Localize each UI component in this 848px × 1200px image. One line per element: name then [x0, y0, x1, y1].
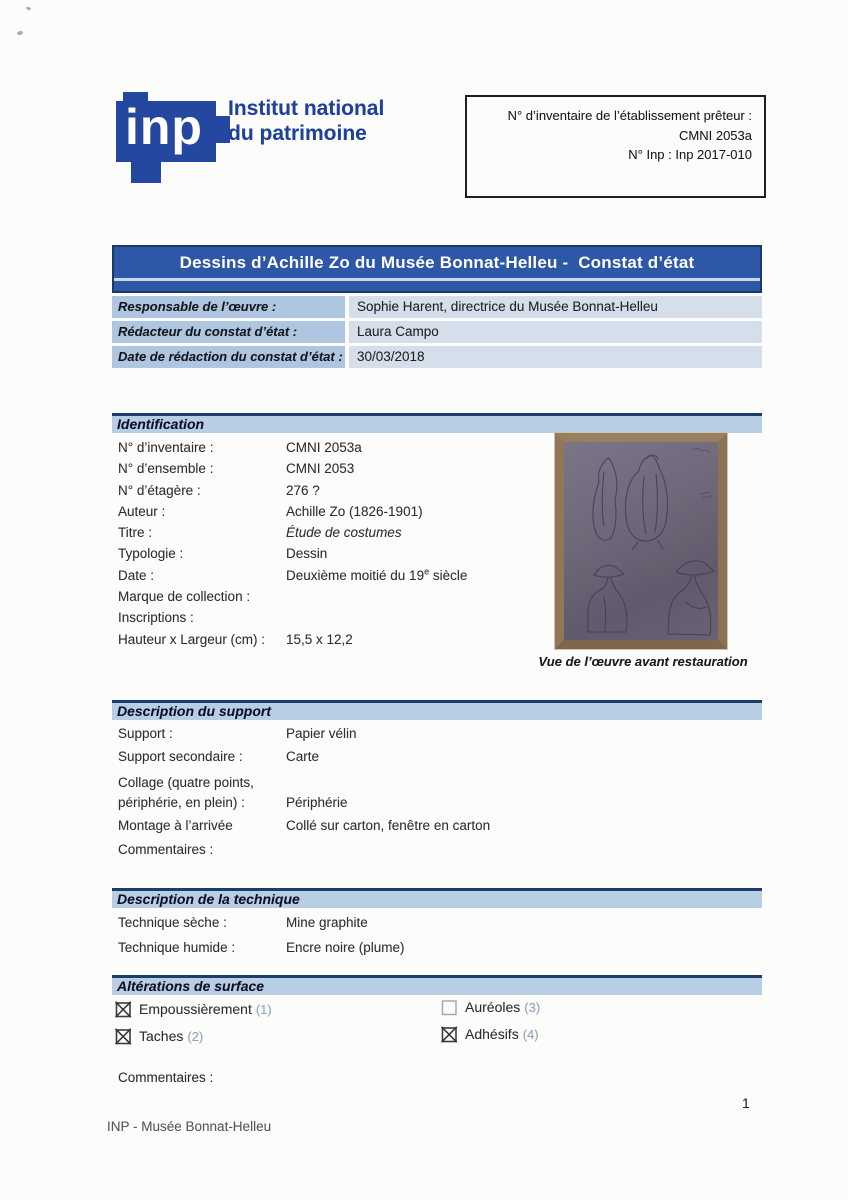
checkbox-label: Empoussièrement: [139, 1001, 252, 1017]
field-row: [118, 458, 548, 479]
section-header-identification: Identification: [112, 413, 762, 433]
field-value: [286, 607, 548, 628]
field-label: Support :: [118, 726, 173, 741]
field-row: [118, 814, 758, 838]
checkbox-taches: [115, 1027, 203, 1045]
checkbox-label: Auréoles: [465, 999, 521, 1015]
scan-speck: [17, 30, 24, 35]
checkbox-icon: [441, 999, 458, 1016]
artwork-caption: Vue de l’œuvre avant restauration: [538, 654, 748, 669]
title-band: [114, 281, 760, 291]
field-row: [118, 629, 548, 650]
checkbox-icon: [441, 1026, 458, 1043]
identification-fields: [118, 437, 548, 650]
field-label-line2: périphérie, en plein) :: [118, 795, 245, 810]
section-header-alterations: Altérations de surface: [112, 975, 762, 995]
section-header-technique: Description de la technique: [112, 888, 762, 908]
meta-label: Rédacteur du constat d’état :: [112, 321, 345, 343]
date-text: Deuxième moitié du 19: [286, 567, 425, 583]
field-row: [118, 586, 548, 607]
field-label: Typologie :: [118, 546, 184, 562]
field-row: [118, 910, 758, 935]
technique-fields: [118, 910, 758, 960]
field-value: [286, 586, 548, 607]
field-value: Encre noire (plume): [286, 940, 405, 955]
section-header-support: Description du support: [112, 700, 762, 720]
checkbox-empoussierement: [115, 1000, 272, 1018]
table-row: [112, 346, 762, 368]
field-label: Commentaires :: [118, 842, 214, 857]
field-row: [118, 501, 548, 522]
meta-value: 30/03/2018: [349, 346, 762, 368]
field-row: [118, 838, 758, 861]
field-value: Dessin: [286, 546, 328, 562]
checkbox-number: (1): [255, 1001, 272, 1017]
field-value-title: Étude de costumes: [286, 525, 402, 541]
field-value: Carte: [286, 749, 320, 764]
field-label: Hauteur x Largeur (cm) :: [118, 631, 266, 647]
field-label: Titre :: [118, 525, 153, 541]
field-value: 15,5 x 12,2: [286, 631, 353, 647]
inp-inventory-number: N° Inp : Inp 2017-010: [628, 147, 752, 162]
org-name: [228, 96, 384, 146]
lender-inventory-number: CMNI 2053a: [679, 127, 752, 143]
page-footer: INP - Musée Bonnat-Helleu: [107, 1119, 272, 1134]
checkbox-label: Adhésifs: [465, 1026, 519, 1042]
table-row: [112, 296, 762, 318]
checkbox-icon: [115, 1001, 132, 1018]
lender-inventory-label: N° d’inventaire de l’établissement prêteur :: [507, 108, 752, 123]
artwork-photo: [555, 433, 727, 649]
field-label: Date :: [118, 567, 155, 583]
field-value: Mine graphite: [286, 915, 368, 930]
meta-value: Sophie Harent, directrice du Musée Bonnat-Helleu: [349, 296, 762, 318]
meta-label: Date de rédaction du constat d’état :: [112, 346, 345, 368]
checkbox-number: (2): [187, 1028, 204, 1044]
field-label: N° d’ensemble :: [118, 461, 214, 477]
org-name-line1: Institut national: [228, 97, 385, 120]
date-superscript: e: [424, 566, 430, 577]
field-row: [118, 522, 548, 543]
field-label: Technique sèche :: [118, 915, 227, 930]
lender-inventory-box: [465, 95, 766, 198]
table-row: [112, 321, 762, 343]
field-value-date: [286, 565, 548, 586]
checkbox-aureoles: [441, 998, 540, 1016]
field-row: [118, 480, 548, 501]
checkbox-adhesifs: [441, 1025, 539, 1043]
field-label: Inscriptions :: [118, 610, 194, 626]
support-fields: [118, 722, 758, 861]
meta-table: [112, 296, 762, 371]
field-row: [118, 607, 548, 628]
field-row: [118, 768, 758, 814]
field-value: Collé sur carton, fenêtre en carton: [286, 818, 491, 833]
meta-label: Responsable de l’œuvre :: [112, 296, 345, 318]
checkbox-number: (3): [524, 999, 541, 1015]
field-label-line1: Collage (quatre points,: [118, 775, 254, 790]
inp-logo: [116, 88, 246, 188]
logo-acronym: inp: [125, 99, 203, 155]
checkbox-number: (4): [522, 1026, 539, 1042]
field-value: CMNI 2053: [286, 461, 355, 477]
field-value: 276 ?: [286, 482, 320, 498]
field-label: Montage à l’arrivée: [118, 818, 233, 833]
field-value: CMNI 2053a: [286, 440, 362, 455]
field-value: Achille Zo (1826-1901): [286, 503, 423, 519]
field-value: Papier vélin: [286, 726, 357, 741]
report-title: Dessins d’Achille Zo du Musée Bonnat-Helleu - Constat d’état: [114, 247, 760, 278]
field-label: Technique humide :: [118, 940, 236, 955]
field-row: [118, 935, 758, 960]
checkbox-icon: [115, 1028, 132, 1045]
field-row: [118, 543, 548, 564]
checkbox-label: Taches: [139, 1028, 184, 1044]
page-number: 1: [742, 1095, 750, 1111]
meta-value: Laura Campo: [349, 321, 762, 343]
comments-label: Commentaires :: [118, 1070, 214, 1085]
scan-speck: [26, 6, 32, 11]
field-label: Support secondaire :: [118, 749, 243, 764]
field-label: N° d’étagère :: [118, 482, 201, 498]
field-row: [118, 437, 548, 458]
field-value: [286, 838, 758, 861]
artwork-sketch-figures: [564, 442, 718, 640]
report-title-bar: [112, 245, 762, 293]
logo-block-bottom: [131, 162, 161, 183]
field-label: N° d’inventaire :: [118, 440, 214, 455]
field-label: Marque de collection :: [118, 589, 251, 605]
field-label-two-line: [118, 773, 286, 814]
date-text: siècle: [429, 567, 468, 583]
field-row: [118, 722, 758, 745]
field-row: [118, 565, 548, 586]
field-label: Auteur :: [118, 503, 166, 519]
field-row: [118, 745, 758, 768]
org-name-line2: du patrimoine: [228, 122, 367, 145]
alteration-checklist: [115, 997, 763, 1057]
field-value: Périphérie: [286, 795, 348, 810]
